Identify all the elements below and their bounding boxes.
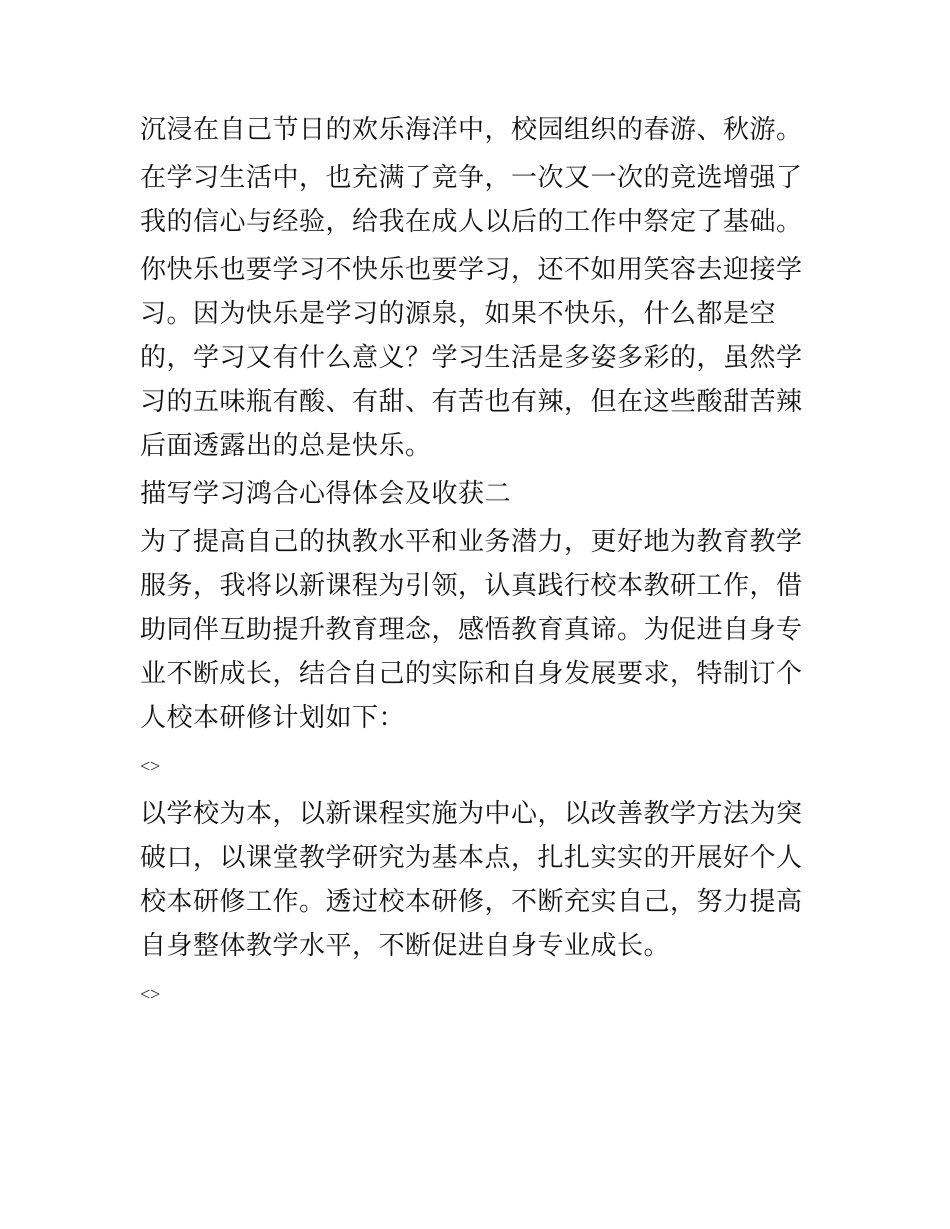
section-marker: <> xyxy=(140,984,161,1004)
paragraph-happiness: 你快乐也要学习不快乐也要学习，还不如用笑容去迎接学习。因为快乐是学习的源泉，如果不快乐，什么都是空的，学习又有什么意义？学习生活是多姿多彩的，虽然学习的五味瓶有酸、有甜、有苦也有辣，但在这些酸甜苦辣后面透露出的总是快乐。 xyxy=(140,255,803,461)
paragraph-guiding-idea: 以学校为本，以新课程实施为中心，以改善教学方法为突破口，以课堂教学研究为基本点，扎扎实实的开展好个人校本研修工作。透过校本研修，不断充实自己，努力提高自身整体教学水平，不断促进自身专业成长。 xyxy=(140,799,803,961)
paragraph-plan-intro: 为了提高自己的执教水平和业务潜力，更好地为教育教学服务，我将以新课程为引领，认真践行校本教研工作，借助同伴互助提升教育理念，感悟教育真谛。为促进自身专业不断成长，结合自己的实际和自身发展要求，特制订个人校本研修计划如下： xyxy=(140,527,803,733)
paragraph-competition: 在学习生活中，也充满了竞争，一次又一次的竞选增强了我的信心与经验，给我在成人以后的工作中祭定了基础。 xyxy=(140,163,803,237)
paragraph-festival: 沉浸在自己节日的欢乐海洋中，校园组织的春游、秋游。 xyxy=(140,115,803,145)
document-body xyxy=(140,108,820,1020)
section-heading: 描写学习鸿合心得体会及收获二 xyxy=(140,479,512,509)
section-marker: <> xyxy=(140,756,161,776)
